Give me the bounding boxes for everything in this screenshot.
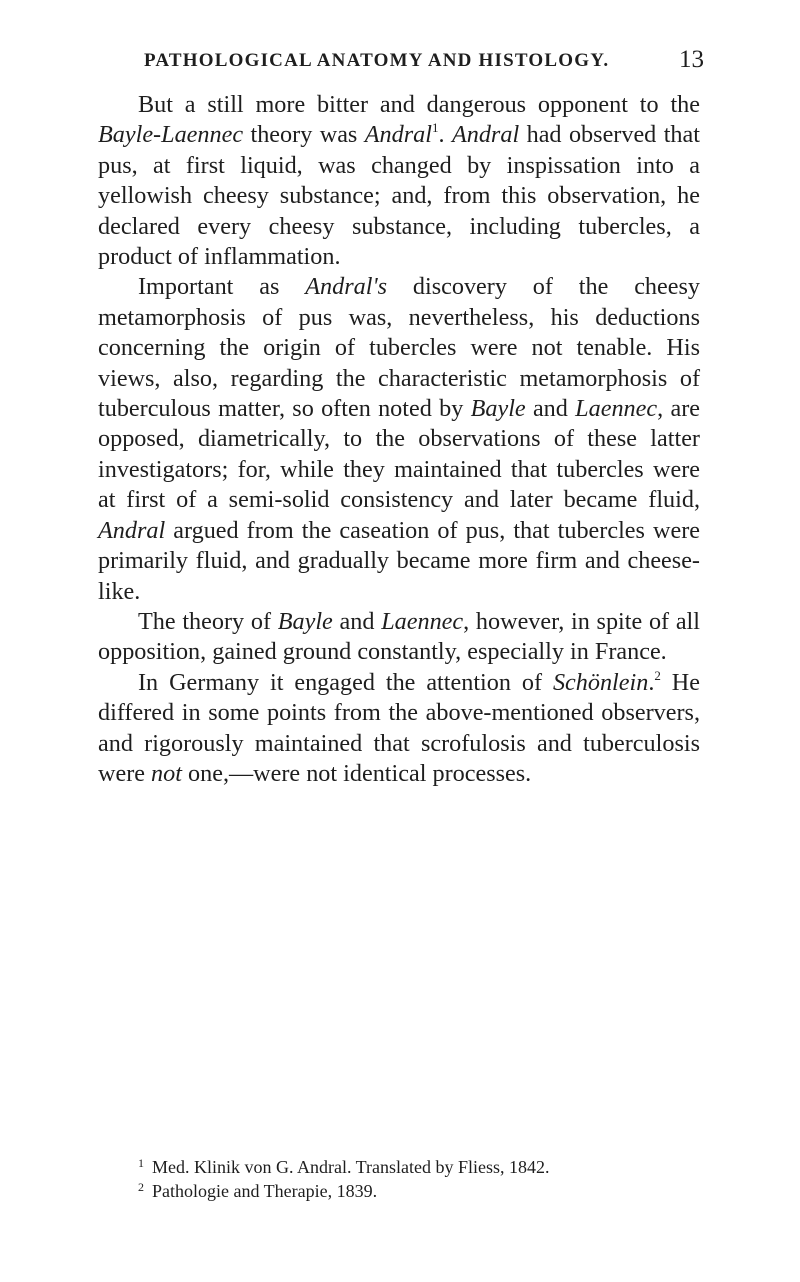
- text-run: But a still more bitter and dangerous opponent to the: [138, 91, 700, 118]
- text-run: and: [332, 607, 382, 635]
- text-run: argued from the caseation of pus, that tubercles were primarily fluid, and gradually became more firm and cheese-like.: [98, 516, 700, 605]
- running-title: PATHOLOGICAL ANATOMY AND HISTOLOGY.: [144, 50, 610, 71]
- italic-name: Bayle-Laennec: [98, 121, 244, 149]
- text-run: .: [438, 121, 452, 149]
- italic-name: Laennec: [575, 395, 658, 423]
- text-run: , however, in spite of all opposition, gained ground constantly, especially in France.: [98, 607, 700, 666]
- page-number: 13: [679, 46, 704, 73]
- italic-name: Andral: [364, 121, 432, 149]
- italic-name: Schönlein: [552, 668, 649, 696]
- text-run: , are opposed, diametrically, to the observations of these latter investigators; for, while they maintained that tubercles were at first of a semi-solid consistency and later became fluid,: [98, 395, 700, 514]
- footnote-ref: 1: [431, 120, 439, 136]
- footnote-text: Pathologie and Therapie, 1839.: [152, 1181, 378, 1201]
- italic-name: Laennec: [381, 607, 464, 635]
- italic-name: Andral's: [305, 273, 388, 301]
- italic-name: Andral: [98, 516, 166, 544]
- text-run: theory was: [243, 121, 365, 149]
- footnote-ref: 2: [654, 667, 661, 683]
- paragraph-theory-in-france: [98, 607, 700, 668]
- text-run: He differed in some points from the above-mentioned observers, and rigorously maintained that scrofulosis and tuberculosis were: [98, 668, 700, 787]
- running-head: [144, 46, 704, 73]
- text-run: and: [525, 395, 576, 423]
- footnote-marker: 2: [138, 1180, 144, 1194]
- paragraph-cheesy-metamorphosis: [98, 272, 700, 606]
- text-run: In Germany it engaged the attention of: [138, 668, 553, 696]
- footnotes: [138, 1155, 718, 1203]
- paragraph-schonlein: [98, 668, 700, 790]
- italic-word: not: [151, 759, 182, 787]
- footnote-2: [138, 1179, 718, 1203]
- paragraph-andral-opponent: [98, 90, 700, 272]
- body-text: [98, 90, 700, 789]
- text-run: had observed that pus, at first liquid, was changed by inspissation into a yellowish cheesy substance; and, from this observation, he declared every cheesy substance, including tubercles, a product of inflammation.: [98, 121, 700, 271]
- italic-name: Bayle: [277, 607, 333, 635]
- text-run: .: [648, 668, 655, 696]
- text-run: discovery of the cheesy metamorphosis of pus was, nevertheless, his deductions concerning the origin of tubercles were not tenable. His views, also, regarding the characteristic metamorphosis of tuberculous matter, so often noted by: [98, 273, 700, 423]
- text-run: one,—were not identical processes.: [181, 759, 532, 787]
- text-run: Important as: [138, 273, 306, 301]
- footnote-marker: 1: [138, 1156, 144, 1170]
- footnote-1: [138, 1155, 718, 1179]
- italic-name: Andral: [451, 121, 520, 149]
- italic-name: Bayle: [470, 395, 526, 423]
- footnote-text: Med. Klinik von G. Andral. Translated by Fliess, 1842.: [152, 1157, 550, 1177]
- text-run: The theory of: [138, 607, 278, 635]
